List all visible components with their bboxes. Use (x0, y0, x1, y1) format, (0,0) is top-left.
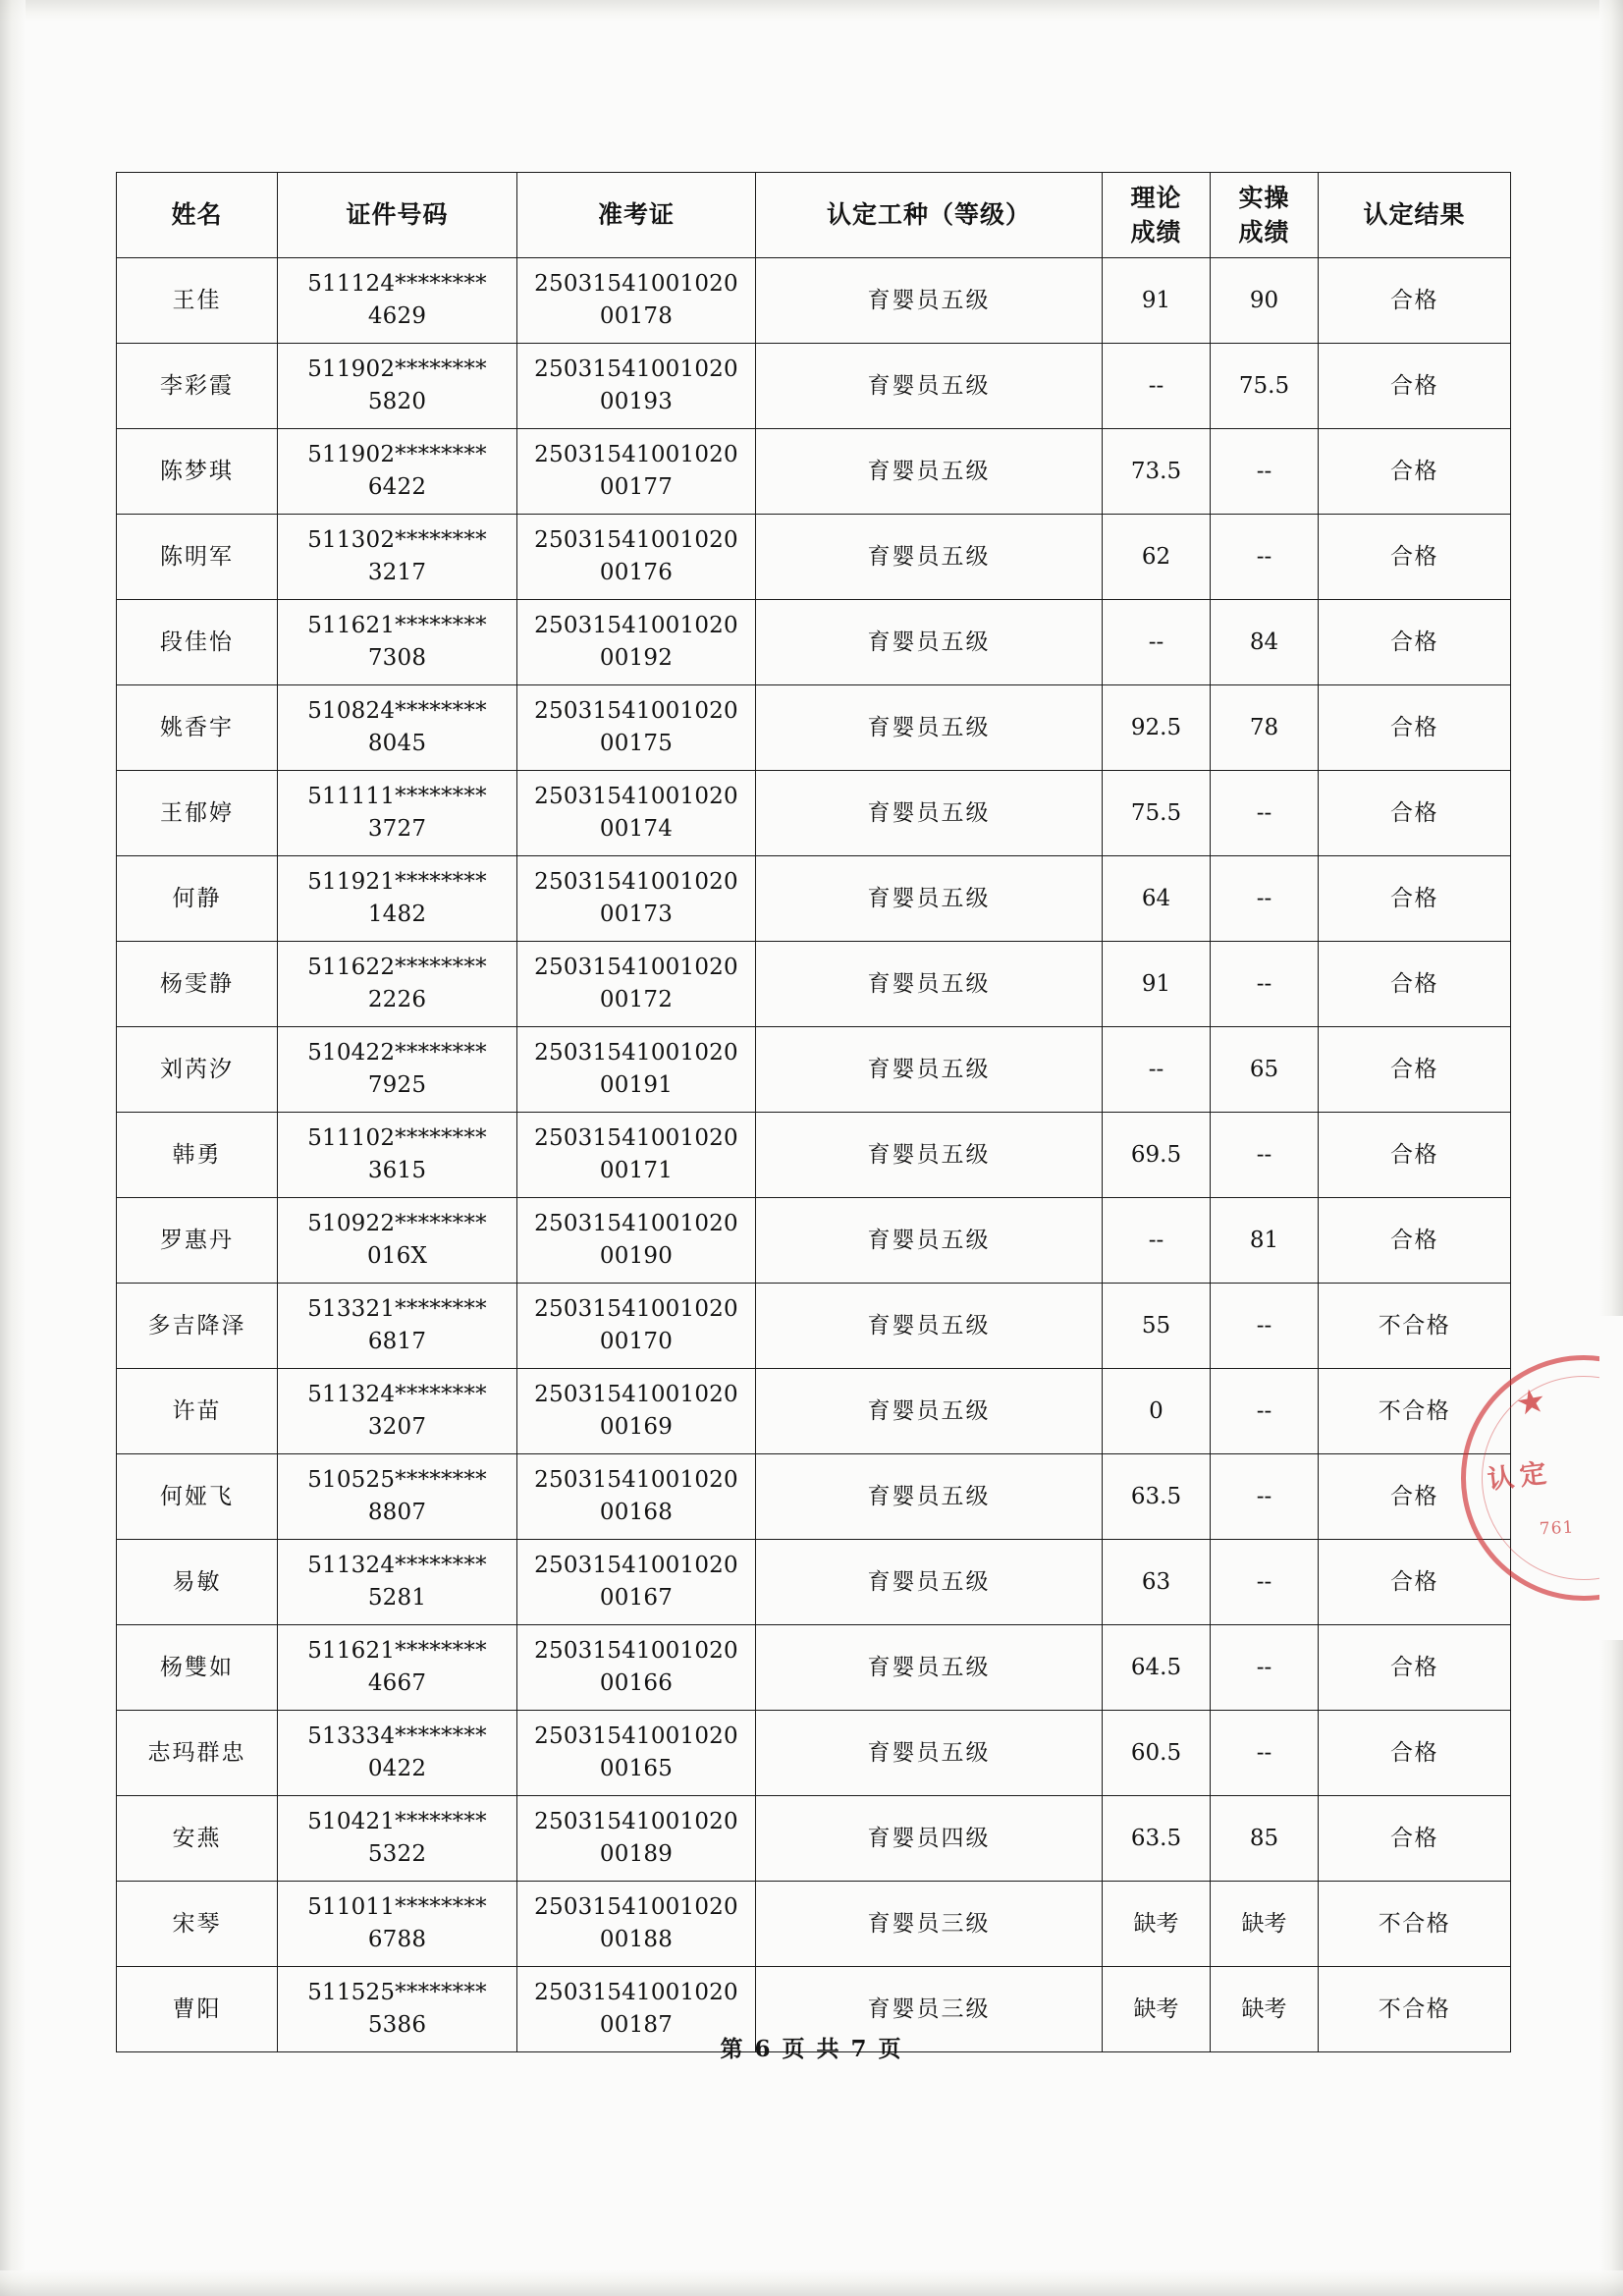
cell-id-number (278, 1882, 517, 1967)
cell-practical-score: -- (1211, 1625, 1319, 1711)
cell-id-number-line1: 513321******** (307, 1296, 487, 1323)
cell-trade-level: 育婴员五级 (756, 685, 1103, 771)
cell-admission-ticket-line1: 25031541001020 (534, 613, 738, 639)
cell-admission-ticket-line1: 25031541001020 (534, 784, 738, 810)
cell-name: 志玛群忠 (117, 1711, 278, 1796)
cell-admission-ticket (517, 515, 756, 600)
cell-practical-score: 75.5 (1211, 344, 1319, 429)
cell-result: 不合格 (1319, 1369, 1511, 1454)
cell-id-number-line2: 3207 (367, 1414, 427, 1440)
cell-id-number-line2: 6788 (367, 1927, 427, 1952)
cell-result: 合格 (1319, 1027, 1511, 1113)
cell-id-number (278, 685, 517, 771)
cell-admission-ticket (517, 1027, 756, 1113)
cell-theory-score: 64.5 (1103, 1625, 1211, 1711)
table-header-row (117, 173, 1511, 258)
cell-id-number (278, 1284, 517, 1369)
table-row (117, 1711, 1511, 1796)
cell-id-number-line2: 016X (366, 1243, 428, 1269)
cell-id-number-line1: 510421******** (307, 1809, 487, 1835)
cell-result: 不合格 (1319, 1284, 1511, 1369)
cell-trade-level: 育婴员三级 (756, 1882, 1103, 1967)
cell-practical-score: -- (1211, 1711, 1319, 1796)
cell-theory-score: 64 (1103, 856, 1211, 942)
cell-practical-score: -- (1211, 1540, 1319, 1625)
cell-admission-ticket-line1: 25031541001020 (534, 1296, 738, 1323)
cell-theory-score: 63 (1103, 1540, 1211, 1625)
cell-id-number-line2: 5322 (367, 1841, 427, 1867)
cell-admission-ticket (517, 429, 756, 515)
cell-admission-ticket-line2: 00169 (599, 1414, 674, 1440)
cell-practical-score: 缺考 (1211, 1882, 1319, 1967)
cell-result: 合格 (1319, 856, 1511, 942)
cell-practical-score: -- (1211, 515, 1319, 600)
cell-result: 合格 (1319, 942, 1511, 1027)
cell-result: 合格 (1319, 429, 1511, 515)
cell-id-number-line1: 510422******** (307, 1040, 487, 1066)
cell-admission-ticket-line2: 00176 (599, 560, 674, 585)
cell-admission-ticket-line2: 00175 (599, 731, 674, 756)
cell-theory-score: 92.5 (1103, 685, 1211, 771)
table-row (117, 344, 1511, 429)
cell-name: 王佳 (117, 258, 278, 344)
cell-name: 罗惠丹 (117, 1198, 278, 1284)
cell-name: 韩勇 (117, 1113, 278, 1198)
cell-name: 姚香宇 (117, 685, 278, 771)
column-header-name: 姓名 (117, 173, 278, 258)
table-row (117, 1027, 1511, 1113)
cell-practical-score: -- (1211, 856, 1319, 942)
cell-trade-level: 育婴员五级 (756, 942, 1103, 1027)
cell-admission-ticket-line1: 25031541001020 (534, 1638, 738, 1665)
footer-prefix: 第 (720, 2036, 745, 2062)
cell-result: 合格 (1319, 685, 1511, 771)
cell-admission-ticket-line1: 25031541001020 (534, 955, 738, 981)
table-row (117, 1198, 1511, 1284)
table-row (117, 1454, 1511, 1540)
cell-id-number-line1: 511921******** (307, 869, 487, 896)
cell-result: 合格 (1319, 1198, 1511, 1284)
cell-name: 杨雯静 (117, 942, 278, 1027)
cell-admission-ticket-line1: 25031541001020 (534, 356, 738, 383)
cell-id-number-line2: 3217 (367, 560, 427, 585)
scan-edge-top (0, 0, 1623, 22)
cell-admission-ticket-line2: 00174 (599, 816, 674, 842)
cell-practical-score: -- (1211, 429, 1319, 515)
cell-admission-ticket (517, 771, 756, 856)
seal-text: 认定 (1486, 1457, 1554, 1497)
cell-id-number-line2: 6422 (367, 474, 427, 500)
cell-trade-level: 育婴员五级 (756, 1113, 1103, 1198)
cell-admission-ticket-line2: 00190 (599, 1243, 674, 1269)
cell-result: 不合格 (1319, 1882, 1511, 1967)
table-row (117, 1796, 1511, 1882)
cell-id-number-line2: 7308 (367, 645, 427, 671)
cell-id-number (278, 771, 517, 856)
cell-admission-ticket (517, 258, 756, 344)
cell-admission-ticket-line1: 25031541001020 (534, 1382, 738, 1408)
cell-admission-ticket-line2: 00170 (599, 1329, 674, 1354)
table-row (117, 771, 1511, 856)
seal-code: 761 (1539, 1517, 1575, 1540)
cell-name: 陈梦琪 (117, 429, 278, 515)
cell-admission-ticket-line2: 00178 (599, 303, 674, 329)
cell-name: 杨雙如 (117, 1625, 278, 1711)
cell-trade-level: 育婴员五级 (756, 1625, 1103, 1711)
cell-theory-score: 0 (1103, 1369, 1211, 1454)
cell-id-number-line1: 510824******** (307, 698, 487, 725)
cell-id-number (278, 1027, 517, 1113)
page-footer (0, 2031, 1623, 2063)
cell-admission-ticket-line2: 00188 (599, 1927, 674, 1952)
table-row (117, 856, 1511, 942)
cell-id-number (278, 429, 517, 515)
cell-id-number (278, 1369, 517, 1454)
cell-id-number-line2: 6817 (367, 1329, 427, 1354)
cell-theory-score: 75.5 (1103, 771, 1211, 856)
cell-admission-ticket-line1: 25031541001020 (534, 869, 738, 896)
cell-result: 不合格 (1319, 1967, 1511, 2052)
cell-practical-score: -- (1211, 1369, 1319, 1454)
cell-theory-score: 缺考 (1103, 1882, 1211, 1967)
scan-edge-right (1599, 0, 1623, 2296)
cell-admission-ticket (517, 942, 756, 1027)
cell-id-number (278, 258, 517, 344)
cell-name: 王郁婷 (117, 771, 278, 856)
cell-trade-level: 育婴员五级 (756, 600, 1103, 685)
cell-id-number-line2: 5386 (367, 2012, 427, 2038)
cell-name: 陈明军 (117, 515, 278, 600)
cell-trade-level: 育婴员五级 (756, 771, 1103, 856)
cell-id-number (278, 942, 517, 1027)
column-header-theory-score: 理论 成绩 (1103, 173, 1211, 258)
footer-total-pages: 7 (850, 2036, 869, 2062)
cell-result: 合格 (1319, 771, 1511, 856)
footer-middle: 页 共 (782, 2036, 841, 2062)
cell-admission-ticket (517, 1284, 756, 1369)
footer-suffix: 页 (878, 2036, 903, 2062)
cell-id-number-line2: 7925 (367, 1072, 427, 1098)
column-header-admission-ticket: 准考证 (517, 173, 756, 258)
cell-id-number-line2: 0422 (367, 1756, 427, 1781)
cell-name: 刘芮汐 (117, 1027, 278, 1113)
cell-admission-ticket (517, 1796, 756, 1882)
cell-name: 何娅飞 (117, 1454, 278, 1540)
cell-result: 合格 (1319, 1796, 1511, 1882)
cell-theory-score: -- (1103, 344, 1211, 429)
cell-practical-score: 85 (1211, 1796, 1319, 1882)
cell-name: 何静 (117, 856, 278, 942)
cell-name: 宋琴 (117, 1882, 278, 1967)
cell-admission-ticket-line1: 25031541001020 (534, 1553, 738, 1579)
certification-roster-table (116, 172, 1511, 2052)
cell-practical-score: -- (1211, 771, 1319, 856)
cell-result: 合格 (1319, 1540, 1511, 1625)
cell-id-number-line1: 511324******** (307, 1553, 487, 1579)
table-body (117, 258, 1511, 2052)
cell-id-number (278, 344, 517, 429)
cell-admission-ticket-line1: 25031541001020 (534, 1980, 738, 2006)
cell-id-number (278, 1540, 517, 1625)
cell-admission-ticket-line2: 00173 (599, 902, 674, 927)
cell-name: 多吉降泽 (117, 1284, 278, 1369)
cell-result: 合格 (1319, 344, 1511, 429)
cell-theory-score: 91 (1103, 258, 1211, 344)
scan-edge-bottom (0, 2270, 1623, 2296)
cell-id-number-line1: 511902******** (307, 356, 487, 383)
cell-id-number (278, 1113, 517, 1198)
cell-id-number-line2: 4667 (367, 1670, 427, 1696)
cell-trade-level: 育婴员四级 (756, 1796, 1103, 1882)
cell-theory-score: 91 (1103, 942, 1211, 1027)
cell-id-number (278, 1711, 517, 1796)
table-row (117, 1882, 1511, 1967)
cell-admission-ticket-line1: 25031541001020 (534, 1809, 738, 1835)
cell-id-number-line1: 513334******** (307, 1723, 487, 1750)
cell-trade-level: 育婴员五级 (756, 1711, 1103, 1796)
cell-trade-level: 育婴员五级 (756, 856, 1103, 942)
cell-admission-ticket (517, 1625, 756, 1711)
cell-id-number-line2: 5820 (367, 389, 427, 414)
cell-id-number-line1: 511902******** (307, 442, 487, 468)
cell-trade-level: 育婴员三级 (756, 1967, 1103, 2052)
column-header-result: 认定结果 (1319, 173, 1511, 258)
cell-admission-ticket (517, 856, 756, 942)
cell-practical-score: -- (1211, 1284, 1319, 1369)
cell-id-number-line2: 1482 (367, 902, 427, 927)
cell-admission-ticket-line1: 25031541001020 (534, 1467, 738, 1494)
column-header-id-number: 证件号码 (278, 173, 517, 258)
cell-theory-score: 缺考 (1103, 1967, 1211, 2052)
cell-id-number-line1: 511324******** (307, 1382, 487, 1408)
cell-trade-level: 育婴员五级 (756, 344, 1103, 429)
cell-result: 合格 (1319, 258, 1511, 344)
cell-name: 曹阳 (117, 1967, 278, 2052)
cell-name: 段佳怡 (117, 600, 278, 685)
table-row (117, 1369, 1511, 1454)
cell-theory-score: 55 (1103, 1284, 1211, 1369)
table-row (117, 258, 1511, 344)
cell-id-number-line2: 8045 (367, 731, 427, 756)
cell-practical-score: 84 (1211, 600, 1319, 685)
cell-result: 合格 (1319, 1454, 1511, 1540)
cell-practical-score: -- (1211, 1113, 1319, 1198)
cell-theory-score: 73.5 (1103, 429, 1211, 515)
cell-admission-ticket-line2: 00189 (599, 1841, 674, 1867)
cell-id-number-line2: 4629 (367, 303, 427, 329)
cell-name: 易敏 (117, 1540, 278, 1625)
cell-result: 合格 (1319, 1625, 1511, 1711)
table-row (117, 685, 1511, 771)
cell-theory-score: -- (1103, 600, 1211, 685)
cell-id-number-line1: 510525******** (307, 1467, 487, 1494)
cell-admission-ticket-line1: 25031541001020 (534, 1894, 738, 1921)
cell-practical-score: 90 (1211, 258, 1319, 344)
footer-page-number: 6 (754, 2036, 773, 2062)
table-row (117, 1625, 1511, 1711)
column-header-trade-level: 认定工种（等级） (756, 173, 1103, 258)
cell-id-number (278, 1625, 517, 1711)
cell-admission-ticket-line1: 25031541001020 (534, 527, 738, 554)
cell-name: 李彩霞 (117, 344, 278, 429)
seal-star-icon: ★ (1512, 1380, 1549, 1425)
cell-trade-level: 育婴员五级 (756, 1198, 1103, 1284)
cell-trade-level: 育婴员五级 (756, 1454, 1103, 1540)
cell-practical-score: 78 (1211, 685, 1319, 771)
cell-admission-ticket-line2: 00193 (599, 389, 674, 414)
cell-admission-ticket (517, 1369, 756, 1454)
cell-result: 合格 (1319, 1113, 1511, 1198)
cell-id-number (278, 600, 517, 685)
cell-admission-ticket-line1: 25031541001020 (534, 271, 738, 298)
cell-admission-ticket (517, 1454, 756, 1540)
cell-id-number-line1: 511621******** (307, 1638, 487, 1665)
cell-theory-score: 63.5 (1103, 1454, 1211, 1540)
cell-id-number-line2: 8807 (367, 1500, 427, 1525)
cell-trade-level: 育婴员五级 (756, 1284, 1103, 1369)
cell-theory-score: -- (1103, 1198, 1211, 1284)
cell-admission-ticket-line2: 00191 (599, 1072, 674, 1098)
cell-id-number-line1: 510922******** (307, 1211, 487, 1237)
cell-id-number-line1: 511622******** (307, 955, 487, 981)
table-row (117, 1284, 1511, 1369)
cell-trade-level: 育婴员五级 (756, 1369, 1103, 1454)
table-row (117, 942, 1511, 1027)
cell-name: 许苗 (117, 1369, 278, 1454)
cell-id-number-line1: 511124******** (307, 271, 487, 298)
cell-name: 安燕 (117, 1796, 278, 1882)
cell-id-number (278, 1198, 517, 1284)
cell-id-number-line2: 2226 (367, 987, 427, 1012)
cell-result: 合格 (1319, 1711, 1511, 1796)
cell-practical-score: 65 (1211, 1027, 1319, 1113)
cell-admission-ticket-line1: 25031541001020 (534, 1125, 738, 1152)
cell-admission-ticket-line2: 00177 (599, 474, 674, 500)
cell-id-number (278, 515, 517, 600)
cell-theory-score: 63.5 (1103, 1796, 1211, 1882)
scan-edge-left (0, 0, 26, 2296)
cell-admission-ticket-line2: 00172 (599, 987, 674, 1012)
cell-admission-ticket (517, 1882, 756, 1967)
cell-practical-score: 81 (1211, 1198, 1319, 1284)
cell-result: 合格 (1319, 600, 1511, 685)
cell-practical-score: -- (1211, 942, 1319, 1027)
cell-admission-ticket-line2: 00167 (599, 1585, 674, 1611)
cell-trade-level: 育婴员五级 (756, 515, 1103, 600)
cell-trade-level: 育婴员五级 (756, 1540, 1103, 1625)
cell-admission-ticket (517, 1198, 756, 1284)
cell-id-number (278, 856, 517, 942)
cell-admission-ticket-line1: 25031541001020 (534, 1040, 738, 1066)
table-row (117, 600, 1511, 685)
cell-admission-ticket-line2: 00192 (599, 645, 674, 671)
cell-id-number-line1: 511111******** (307, 784, 487, 810)
certification-roster-table-wrap (116, 172, 1510, 2052)
cell-theory-score: 62 (1103, 515, 1211, 600)
cell-id-number-line2: 3615 (367, 1158, 427, 1183)
cell-id-number (278, 1796, 517, 1882)
cell-id-number-line1: 511011******** (307, 1894, 487, 1921)
cell-id-number-line2: 3727 (367, 816, 427, 842)
cell-result: 合格 (1319, 515, 1511, 600)
cell-admission-ticket-line1: 25031541001020 (534, 1211, 738, 1237)
table-row (117, 515, 1511, 600)
cell-id-number-line1: 511102******** (307, 1125, 487, 1152)
cell-admission-ticket-line2: 00165 (599, 1756, 674, 1781)
cell-admission-ticket (517, 344, 756, 429)
cell-id-number (278, 1454, 517, 1540)
table-row (117, 429, 1511, 515)
table-row (117, 1113, 1511, 1198)
column-header-practical-score: 实操 成绩 (1211, 173, 1319, 258)
cell-trade-level: 育婴员五级 (756, 1027, 1103, 1113)
cell-id-number-line1: 511302******** (307, 527, 487, 554)
cell-admission-ticket (517, 600, 756, 685)
cell-admission-ticket (517, 1711, 756, 1796)
cell-trade-level: 育婴员五级 (756, 429, 1103, 515)
cell-theory-score: -- (1103, 1027, 1211, 1113)
cell-admission-ticket-line1: 25031541001020 (534, 1723, 738, 1750)
cell-admission-ticket-line2: 00168 (599, 1500, 674, 1525)
cell-admission-ticket (517, 685, 756, 771)
cell-theory-score: 69.5 (1103, 1113, 1211, 1198)
cell-practical-score: 缺考 (1211, 1967, 1319, 2052)
cell-admission-ticket-line1: 25031541001020 (534, 442, 738, 468)
cell-id-number-line1: 511525******** (307, 1980, 487, 2006)
table-row (117, 1540, 1511, 1625)
cell-trade-level: 育婴员五级 (756, 258, 1103, 344)
cell-admission-ticket-line1: 25031541001020 (534, 698, 738, 725)
cell-id-number-line2: 5281 (367, 1585, 427, 1611)
cell-admission-ticket-line2: 00171 (599, 1158, 674, 1183)
cell-practical-score: -- (1211, 1454, 1319, 1540)
cell-admission-ticket-line2: 00187 (599, 2012, 674, 2038)
cell-admission-ticket-line2: 00166 (599, 1670, 674, 1696)
cell-id-number-line1: 511621******** (307, 613, 487, 639)
cell-admission-ticket (517, 1113, 756, 1198)
cell-theory-score: 60.5 (1103, 1711, 1211, 1796)
seal-clip-mask (1599, 1316, 1623, 1640)
cell-admission-ticket (517, 1540, 756, 1625)
